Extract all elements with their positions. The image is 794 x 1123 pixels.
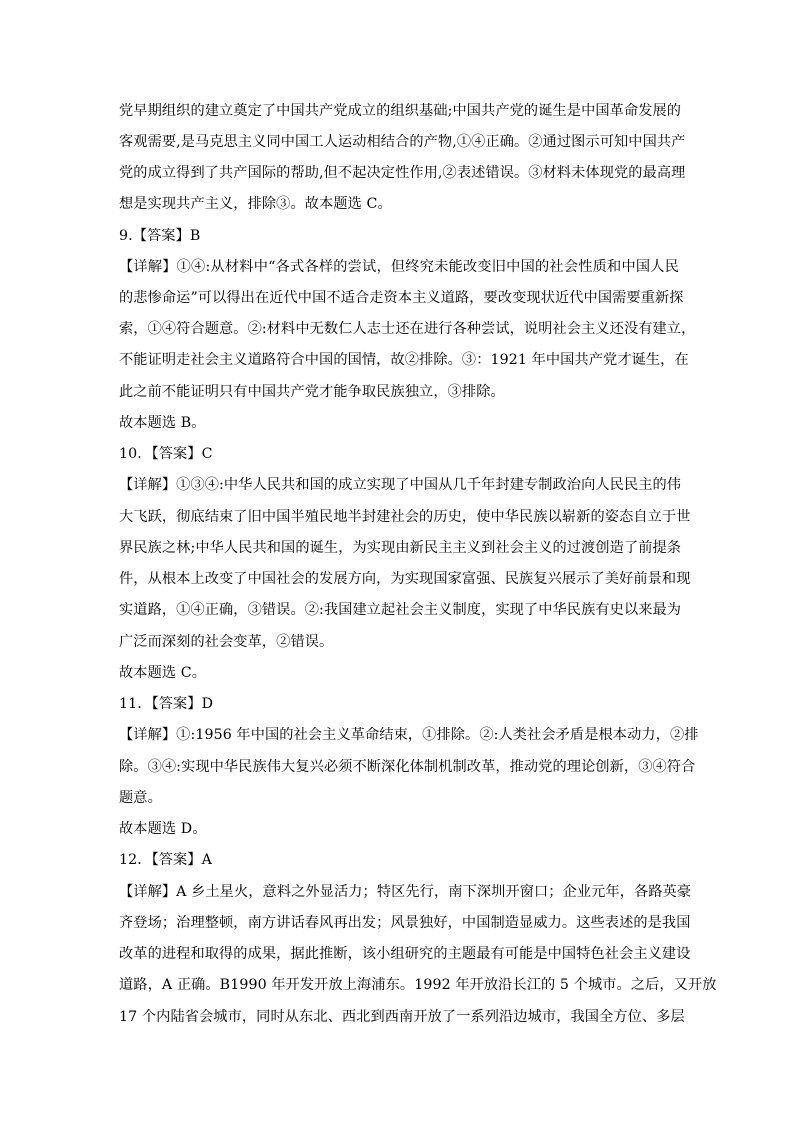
conclusion-line: 故本题选 B。 bbox=[119, 415, 206, 431]
text-line: 【详解】①③④:中华人民共和国的成立实现了中国从几千年封建专制政治向人民民主的伟 bbox=[119, 477, 682, 493]
text-line: 客观需要,是马克思主义同中国工人运动相结合的产物,①④正确。②通过图示可知中国共产 bbox=[119, 134, 686, 150]
text-line: 想是实现共产主义，排除③。故本题选 C。 bbox=[119, 196, 392, 212]
text-line: 【详解】①④:从材料中“各式各样的尝试，但终究未能改变旧中国的社会性质和中国人民 bbox=[119, 259, 679, 275]
text-line: 道路，A 正确。B1990 年开发开放上海浦东。1992 年开放沿长江的 5 个城市。之后，又开放 bbox=[119, 977, 717, 993]
text-line: 改革的进程和取得的成果，据此推断，该小组研究的主题最有可能是中国特色社会主义建设 bbox=[119, 946, 691, 962]
text-line: 党早期组织的建立奠定了中国共产党成立的组织基础;中国共产党的诞生是中国革命发展的 bbox=[119, 103, 682, 119]
text-line: 广泛而深刻的社会变革，②错误。 bbox=[119, 634, 334, 650]
text-line: 此之前不能证明只有中国共产党才能争取民族独立，③排除。 bbox=[119, 384, 505, 400]
text-line: 索，①④符合题意。②:材料中无数仁人志士还在进行各种尝试，说明社会主义还没有建立， bbox=[119, 321, 696, 337]
text-line: 党的成立得到了共产国际的帮助,但不起决定性作用,②表述错误。③材料未体现党的最高理 bbox=[119, 165, 686, 181]
answer-heading: 11．【答案】D bbox=[119, 696, 214, 712]
text-line: 【详解】①:1956 年中国的社会主义革命结束，①排除。②:人类社会矛盾是根本动力，②排 bbox=[119, 727, 699, 743]
text-line: 齐登场；治理整顿，南方讲话春风再出发；风景独好，中国制造显威力。这些表述的是我国 bbox=[119, 915, 691, 931]
text-line: 的悲惨命运”可以得出在近代中国不适合走资本主义道路，要改变现状近代中国需要重新探 bbox=[119, 290, 684, 306]
answer-heading: 9.【答案】B bbox=[119, 228, 201, 244]
conclusion-line: 故本题选 C。 bbox=[119, 665, 207, 681]
conclusion-line: 故本题选 D。 bbox=[119, 821, 207, 837]
text-line: 大飞跃，彻底结束了旧中国半殖民地半封建社会的历史，使中华民族以崭新的姿态自立于世 bbox=[119, 509, 691, 525]
text-line: 件，从根本上改变了中国社会的发展方向，为实现国家富强、民族复兴展示了美好前景和现 bbox=[119, 571, 691, 587]
text-line: 不能证明走社会主义道路符合中国的国情，故②排除。③：1921 年中国共产党才诞生，在 bbox=[119, 352, 689, 368]
text-line: 除。③④:实现中华民族伟大复兴必须不断深化体制机制改革，推动党的理论创新，③④符合 bbox=[119, 759, 696, 775]
answer-heading: 10．【答案】C bbox=[119, 446, 213, 462]
text-line: 题意。 bbox=[119, 790, 162, 806]
text-line: 17 个内陆省会城市，同时从东北、西北到西南开放了一系列沿边城市，我国全方位、多层 bbox=[119, 1009, 685, 1025]
text-line: 实道路，①④正确，③错误。②:我国建立起社会主义制度，实现了中华民族有史以来最为 bbox=[119, 602, 682, 618]
answer-heading: 12．【答案】A bbox=[119, 852, 212, 868]
text-line: 界民族之林;中华人民共和国的诞生，为实现由新民主主义到社会主义的过渡创造了前提条 bbox=[119, 540, 682, 556]
text-line: 【详解】A 乡土星火，意料之外显活力；特区先行，南下深圳开窗口；企业元年，各路英豪 bbox=[119, 884, 692, 900]
